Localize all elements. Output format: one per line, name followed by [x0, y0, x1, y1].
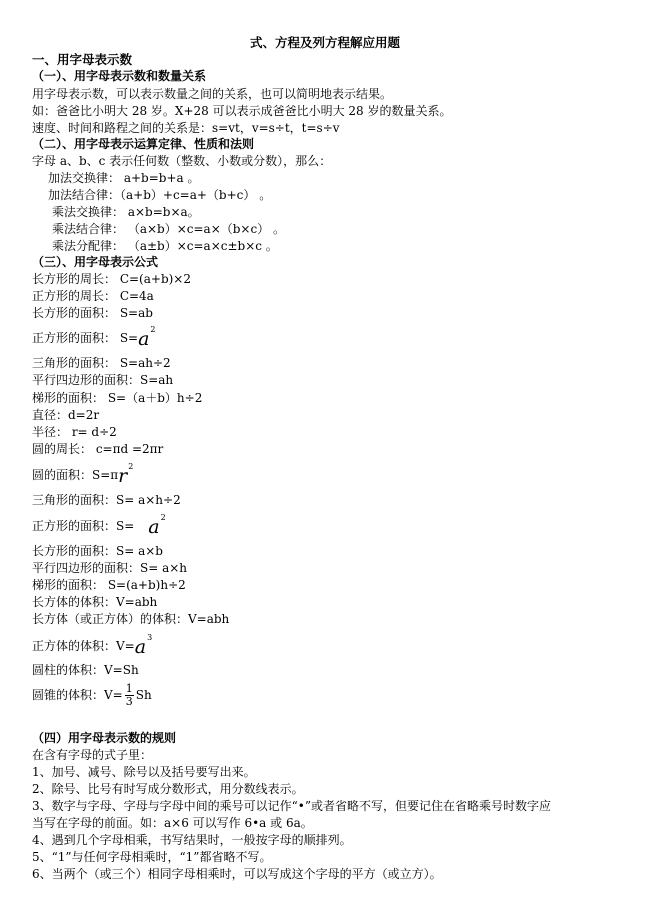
- formula-line: 圆柱的体积：V=Sh: [32, 663, 139, 677]
- subsection-heading: （三）、用字母表示公式: [32, 255, 159, 269]
- section-heading: 一、用字母表示数: [32, 52, 133, 67]
- page-title: 式、方程及列方程解应用题: [249, 35, 400, 50]
- fraction-numerator: 1: [125, 682, 133, 695]
- law-line: 加法交换律： a+b=b+a 。: [48, 171, 200, 185]
- fraction: [125, 683, 134, 708]
- formula-line: 长方形的面积： S=ab: [32, 306, 153, 320]
- formula-line: 长方体的体积：V=abh: [32, 595, 158, 609]
- formula-variable: r: [118, 465, 128, 487]
- formula-line: 平行四边形的面积：S=ah: [32, 373, 174, 387]
- rule-line: 6、当两个（或三个）相同字母相乘时，可以写成这个字母的平方（或立方）。: [32, 867, 442, 881]
- fraction-denominator: 3: [125, 695, 133, 708]
- formula-line: [32, 462, 134, 487]
- formula-exponent: 2: [128, 462, 134, 471]
- formula-line: 长方体（或正方体）的体积：V=abh: [32, 612, 230, 626]
- rule-line: 2、除号、比号有时写成分数形式，用分数线表示。: [32, 782, 304, 796]
- formula-line: 三角形的面积：S= a×h÷2: [32, 493, 181, 507]
- law-line: 乘法结合律： （a×b）×c=a×（b×c） 。: [52, 222, 286, 236]
- formula-line: 三角形的面积： S=ah÷2: [32, 356, 171, 370]
- formula-exponent: 3: [147, 633, 153, 642]
- formula-line: [32, 682, 152, 708]
- subsection-heading: （一）、用字母表示数和数量关系: [32, 69, 207, 83]
- formula-line: 梯形的面积： S=（a＋b）h÷2: [32, 391, 203, 405]
- rule-line: 1、加号、减号、除号以及括号要写出来。: [32, 765, 256, 779]
- law-line: 乘法交换律： a×b=b×a。: [52, 205, 200, 219]
- subsection-heading: （四）用字母表示数的规则: [32, 731, 177, 745]
- formula-exponent: 2: [150, 325, 156, 334]
- formula-line: 梯形的面积： S=(a+b)h÷2: [32, 578, 186, 592]
- formula-label: 圆锥的体积：V=: [32, 688, 123, 702]
- paragraph: 如：爸爸比小明大 28 岁。X+28 可以表示成爸爸比小明大 28 岁的数量关系。: [32, 104, 452, 118]
- rule-line: 3、数字与字母、字母与字母中间的乘号可以记作“•”或者省略不写，但要记住在省略乘号时数字应: [32, 799, 551, 813]
- formula-line: [32, 633, 153, 658]
- subsection-heading: （二）、用字母表示运算定律、性质和法则: [32, 137, 255, 151]
- formula-label: 圆的面积：S=π: [32, 468, 119, 482]
- formula-rest: Sh: [135, 688, 152, 702]
- formula-line: 长方形的周长： C=(a+b)×2: [32, 272, 191, 286]
- formula-variable: a: [134, 636, 147, 658]
- formula-line: 半径： r= d÷2: [32, 425, 117, 439]
- rule-line: 当写在字母的前面。如：a×6 可以写作 6•a 或 6a。: [32, 816, 313, 830]
- formula-line: [32, 325, 156, 350]
- formula-label: 正方形的面积：S=: [32, 519, 135, 533]
- formula-variable: a: [138, 328, 150, 350]
- paragraph: 在含有字母的式子里：: [32, 748, 153, 762]
- formula-label: 正方体的体积：V=: [32, 639, 135, 653]
- formula-line: 圆的周长： c=πd =2πr: [32, 442, 164, 456]
- formula-line: 平行四边形的面积：S= a×h: [32, 561, 188, 575]
- paragraph: 字母 a、b、c 表示任何数（整数、小数或分数），那么：: [32, 154, 332, 168]
- formula-variable: a: [148, 516, 160, 538]
- rule-line: 5、“1”与任何字母相乘时，“1”都省略不写。: [32, 850, 272, 864]
- rule-line: 4、遇到几个字母相乘，书写结果时，一般按字母的顺排列。: [32, 833, 352, 847]
- formula-line: 长方形的面积：S= a×b: [32, 544, 163, 558]
- formula-exponent: 2: [160, 513, 166, 522]
- formula-label: 正方形的面积： S=: [32, 331, 139, 345]
- law-line: 乘法分配律： （a±b）×c=a×c±b×c 。: [52, 239, 278, 253]
- law-line: 加法结合律：（a+b）+c=a+（b+c） 。: [48, 188, 272, 202]
- paragraph: 用字母表示数，可以表示数量之间的关系，也可以简明地表示结果。: [32, 87, 393, 101]
- formula-line: 直径：d=2r: [32, 408, 100, 422]
- formula-line: [32, 513, 166, 538]
- formula-line: 正方形的周长： C=4a: [32, 289, 154, 303]
- paragraph: 速度、时间和路程之间的关系是：s=vt，v=s÷t，t=s÷v: [32, 121, 340, 135]
